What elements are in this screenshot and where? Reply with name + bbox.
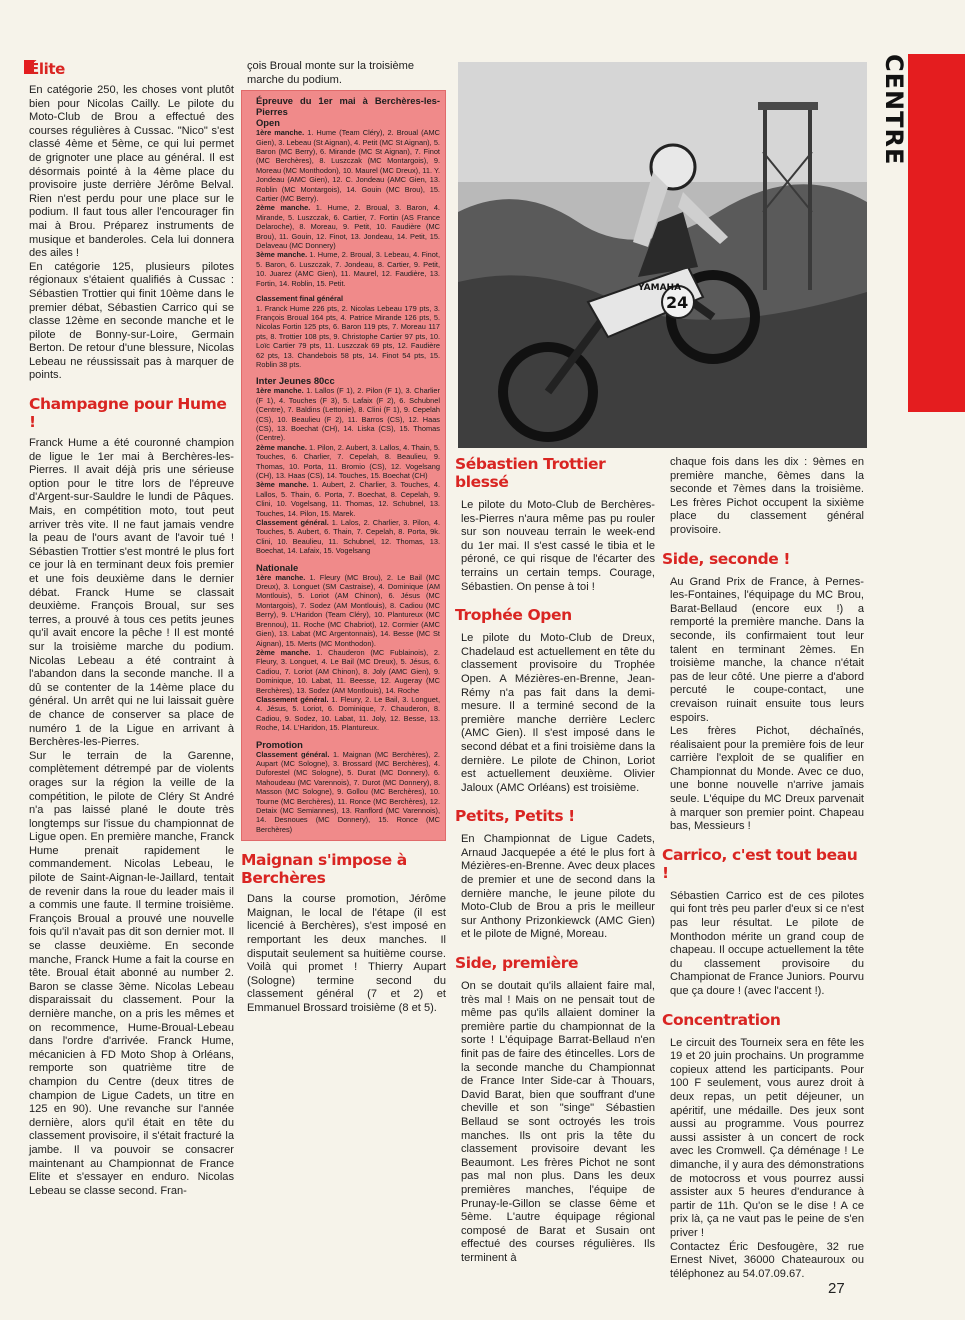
results-line-label: 2ème manche. bbox=[256, 203, 311, 213]
trophee-heading: Trophée Open bbox=[455, 606, 572, 625]
results-line bbox=[256, 443, 440, 481]
results-line bbox=[256, 695, 440, 733]
results-line bbox=[256, 128, 440, 203]
results-line-text: 1. Fleury (MC Brou), 2. Le Bail (MC Dreux), 3. Longuet (SM Castraise), 4. Dominique (AM Montlouis), 5. Loriot (AM Chinon), 6. Jésus (MC Montargois), 7. Sodez (AM Montlouis), 8. Cadiou (MC Berry), 9. L'Haridon (Team Cléry), 10. Plantureux (MC Brennou), 11. Roche (MC Chabriot), 12. Cormier (AMC Gien), 13. Labat (MC Argentonnais), 14. Besse (MC St Aignan), 15. Merts (MC Monthodon). bbox=[256, 572, 440, 648]
elite-body bbox=[29, 84, 234, 383]
results-line-label: 1ère manche. bbox=[256, 572, 306, 582]
section-tab bbox=[908, 54, 965, 412]
trophee-body bbox=[455, 632, 655, 795]
results-line-text: 1. Aubert, 2. Charlier, 3. Touches, 4. Lallos, 5. Thain, 6. Porta, 7. Boechat, 8. Cepelah, 9. Clini, 10. Vogelsang, 11. Thomas, 12. Schubnel, 13. Touches, 14. Pilon, 15. Marek. bbox=[256, 480, 440, 518]
results-line-label: 3ème manche. bbox=[256, 480, 309, 490]
motocross-jump-icon bbox=[458, 62, 867, 448]
trottier-body bbox=[455, 499, 655, 594]
results-line bbox=[256, 480, 440, 518]
results-section-title: Nationale bbox=[256, 561, 299, 573]
results-sections bbox=[256, 117, 440, 834]
results-section-title: Inter Jeunes 80cc bbox=[256, 375, 335, 387]
results-line bbox=[256, 573, 440, 648]
results-line-text: 1. Chauderon (MC Fublainois), 2. Fleury, 3. Longuet, 4. Le Bail (MC Dreux), 5. Jésus, 6. Cadiou, 7. Loriot (AM Chinon), 8. Joly (AMC Gien), 9. Dominique, 10. Labat, 11. Beesse, 12. Augeray (MC Berchères), 13. Sodez (AM Montlouis), 14. Roche bbox=[256, 647, 440, 695]
concentration-body bbox=[662, 1037, 864, 1282]
side-seconde-body bbox=[662, 576, 864, 834]
results-line-text: 1. Fleury, 2. Le Bail, 3. Longuet, 4. Jésus, 5. Loriot, 6. Dominique, 7. Chauderon, 8. Cadiou, 9. Sodez, 10. Labat, 11. Joly, 12. Besse, 13. Roche, 14. L'Haridon, 15. Plantureux. bbox=[256, 694, 440, 733]
maignan-heading: Maignan s'impose à Berchères bbox=[241, 851, 407, 888]
results-box-title: Épreuve du 1er mai à Berchères-les-Pierres bbox=[256, 95, 440, 118]
results-line-label: 2ème manche. bbox=[256, 442, 307, 452]
results-line-text: 1. Maignan (MC Berchères), 2. Aupart (MC Sologne), 3. Brossard (MC Berchères), 4. Duforestel (MC Sologne), 5. Durat (MC Donnery), 6. Mahoudeau (MC Varennois), 7. Durot (MC Donnery), 8. Masson (MC Sologne), 9. Gollou (MC Berchères), 10. Tourne (MC Berchères), 11. Ronce (MC Berchères), 12. Detaix (MC Semiannes), 13. Ranflord (MC Varennois), 14. Desnoues (MC Donnery), 15. Ronce (MC Berchères) bbox=[256, 749, 440, 834]
paragraph: Dans la course promotion, Jérôme Maignan, le local de l'étape (il est licencié à Berchères), s'est imposé en remportant les deux manches. Il disputait seulement sa huitième course. Voilà qui promet ! Thierry Aupart (Sologne) termine second du classement général (7 et 2) et Emmanuel Brossard troisième (8 et 5). bbox=[247, 893, 446, 1014]
paragraph: Le circuit des Tourneix sera en fête les 19 et 20 juin prochains. Un programme copieux attend les participants. Pour 100 F seulement, vous aurez droit à deux repas, un petit déjeuner, un apéritif, une médaille. Des jeux sont aussi au programme. Vous pourrez aussi assister à un concert de rock avec les Cromwell. Ça déménage ! Le dimanche, il y aura des démonstrations de motocross et vous pourrez aussi assister aux 5 heures d'endurance à partir de 11h. Qu'on se le dise ! A ce prix là, ça ne vaut pas le peine de s'en priver ! bbox=[670, 1036, 864, 1239]
results-line-label: Classement général. bbox=[256, 694, 329, 704]
column-1 bbox=[29, 60, 234, 1198]
carrico-body bbox=[662, 890, 864, 999]
champagne-body bbox=[29, 437, 234, 1198]
results-line-text: 1. Lalos, 2. Charlier, 3. Pilon, 4. Touches, 5. Aubert, 6. Thain, 7. Cepelah, 8. Porta, 9k. Clini, 10. Beaulieu, 11. Schubnel, 12. Thomas, 13. Boechat, 14. Lafaix, 15. Vogelsang bbox=[256, 518, 440, 556]
concentration-heading: Concentration bbox=[662, 1010, 781, 1029]
paragraph: Les frères Pichot, déchaînés, réalisaient pour la première fois de leur carrière l'exploit de se qualifier en Championnat du Monde. Avec ce duo, une bonne nouvelle n'arrive jamais seule. L'équipe du MC Dreux parvenait à marquer son premier point. Chapeau bas, Messieurs ! bbox=[670, 725, 864, 833]
motocross-photo bbox=[458, 62, 867, 448]
results-line-text: 1. Pilon, 2. Aubert, 3. Lallos, 4. Thain, 5. Touches, 6. Charlier, 7. Cepelah, 8. Beaulieu, 9. Thomas, 10. Porta, 11. Bromio (CS), 12. Vogelsang (CH), 13. Haas (CS), 14. Touches, 15. Boechat (CH) bbox=[256, 442, 440, 480]
col2-intro: çois Broual monte sur la troisième marche du podium. bbox=[247, 60, 415, 86]
results-line-label: Classement général. bbox=[256, 518, 329, 528]
bike-number: 24 bbox=[666, 293, 689, 312]
results-line bbox=[256, 304, 440, 370]
petits-body bbox=[455, 833, 655, 942]
side-seconde-heading: Side, seconde ! bbox=[662, 549, 791, 568]
page-number: 27 bbox=[828, 1280, 845, 1297]
results-line-label: Classement général. bbox=[256, 749, 330, 759]
col4-intro: chaque fois dans les dix : 9èmes en première manche, 6èmes dans la seconde et 7èmes dans la troisième. Les frères Pichot occupent la sixième place du classement général provisoire. bbox=[670, 456, 864, 536]
column-4 bbox=[662, 456, 864, 1281]
elite-heading: Élite bbox=[29, 60, 65, 78]
paragraph: En Championnat de Ligue Cadets, Arnaud Jacquepée a été le plus fort à Mézières-en-Brenne. Avec deux places de premier et une de second dans la dernière manche, le jeune pilote du Moto-Club de Brou a pris le meilleur sur Anthony Prizonkiewck (AMC Gien) et le pilote de Migné, Moreau. bbox=[461, 833, 655, 941]
side-premiere-heading: Side, première bbox=[455, 954, 579, 973]
results-line bbox=[256, 294, 440, 303]
results-line-label: Classement final général bbox=[256, 294, 344, 304]
results-line-label: 1ère manche. bbox=[256, 128, 305, 138]
paragraph: En catégorie 125, plusieurs pilotes régionaux s'étaient qualifiés à Cussac : Sébastien Trottier qui finit 10ème dans le premier débat, Sébastien Carrico qui se classe 12ème en seconde manche et le pilote de Bonny-sur-Loire, Germain Berton. De retour d'une blessure, Nicolas Lebeau ne réussissait pas à marquer de points. bbox=[29, 260, 234, 382]
results-line-text: 1. Franck Hume 226 pts, 2. Nicolas Lebeau 179 pts, 3. François Broual 164 pts, 4. Patrice Mirande 126 pts, 5. Nicolas Fortin 125 pts, 6. Baron 119 pts, 7. Moreau 117 pts, 8. Trottier 108 pts, 9. Christophe Cartier 97 pts, 10. Loïc Cartier 79 pts, 11. Luszczak 69 pts, 12. Faudière 62 pts, 13. Chandebois 58 pts, 14. Finot 54 pts, 15. Roblin 38 pts. bbox=[256, 303, 440, 369]
maignan-body bbox=[241, 893, 446, 1015]
results-line-label: 2ème manche. bbox=[256, 647, 311, 657]
results-section-title: Promotion bbox=[256, 738, 303, 750]
results-line bbox=[256, 648, 440, 695]
results-line-text: 1. Lallos (F 1), 2. Pilon (F 1), 3. Charlier (F 1), 4. Touches (F 3), 5. Lafaix (F 2), 6. Schubnel (Centre), 7. Baldins (Lettonie), 8. Clini (F 1), 9. Cepelah (CS), 10. Beaulieu (F 2), 11. Barros (CS), 12. Haas (CS), 13. Boechat (CH), 14. Liska (CS), 15. Thomas (Centre). bbox=[256, 386, 440, 443]
results-line bbox=[256, 386, 440, 442]
petits-heading: Petits, Petits ! bbox=[455, 807, 575, 826]
results-line-text: 1. Hume, 2. Broual, 3. Baron, 4. Mirande, 5. Luszczak, 6. Cartier, 7. Fortin (AS France Delaroche), 8. Moreau, 9. Petit, 10. Faudière (MC Brou), 11. Gouin, 12. Finot, 13. Jondeau, 14. Petit, 15. Delaveau (MC Donnery) bbox=[256, 203, 440, 251]
paragraph: On se doutait qu'ils allaient faire mal, très mal ! Mais on ne pensait tout de même pas qu'ils allaient dominer la première partie du championnat de la sorte ! L'équipage Barrat-Bellaud n'en finit pas de faire des étincelles. Lors de la seconde manche du Championnat de France Inter Side-car à Thouars, David Barat, bien que souffrant d'une cheville et son "singe" Sébastien Bellaud se sont octroyés les trois manches. Ils ont pris la tête du classement provisoire devant les Beaumont. Les frères Pichot ne sont pas mal non plus. Dans les deux premières manches, l'équipe de Prunay-le-Gillon se classe 6ème et 5ème. L'autre équipage régional composé de Barat et Susain ont effectué des courses régulières. Ils terminent à bbox=[461, 980, 655, 1264]
side-premiere-body bbox=[455, 980, 655, 1265]
results-line bbox=[256, 250, 440, 288]
bike-brand: YAMAHA bbox=[638, 283, 682, 293]
paragraph: Franck Hume a été couronné champion de ligue le 1er mai à Berchères-les-Pierres. Il avait déjà pris une sérieuse option pour le titre lors de l'épreuve d'Argent-sur-Sauldre le lundi de Pâques. Mais, en compétition moto, tout peut arriver très vite. Il ne faut jamais vendre la peau de l'ours avant de l'avoir tué ! Sébastien Trottier s'est montré le plus fort ce jour là en terminant deux fois premier et une fois deuxième dans le dernier débat. Franck Hume se classait deuxième. François Broual, sur ses terres, a prouvé à tous ces petits jeunes qu'il avait encore la pêche ! Il est monté sur la troisième marche du podium. Nicolas Lebeau a été contraint à l'abandon dans la seconde manche. Il a dû se contenter de la 14ème place du général. Un arrêt qui ne lui laissait guère de chance de conserver sa place de numéro 1 de la Ligue en arrivant à Berchères-les-Pierres. bbox=[29, 437, 234, 749]
paragraph: En catégorie 250, les choses vont plutôt bien pour Nicolas Cailly. Le pilote du Moto-Club de Brou a effectué des courses régulières à Cussac. "Nico" s'est classé 4ème et 5ème, ce qui lui permet de grignoter une place au général. Il est désormais pointé à la 4ème place du provisoire juste derrière Jérôme Belval. Rien n'est perdu pour une place sur le podium. Il faut tous aller l'encourager fin mai à Brou. Préparez instruments de musique et banderoles. Cela lui donnera des ailes ! bbox=[29, 84, 234, 260]
results-line-text: 1. Hume, 2. Broual, 3. Lebeau, 4. Finot, 5. Baron, 6. Luszczak, 7. Jondeau, 8. Cartier, 9. Petit, 10. Juarez (AMC Gien), 11. Maurel, 12. Faudière, 13. Fortin, 14. Roblin, 15. Petit. bbox=[256, 250, 440, 288]
paragraph: Sur le terrain de la Garenne, complètement détrempé par de violents orages sur la région la veille de la compétition, le pilote de Cléry St André n'a pas laissé plané le doute très longtemps sur l'issue du championnat de Ligue open. En première manche, Franck Hume prenait rapidement le commandement. Nicolas Lebeau, le pilote de Saint-Aignan-le-Jaillard, tentait de revenir dans la roue du leader mais il a commis une faute. Il termine troisième. François Broual a prouvé une nouvelle fois qu'il n'avait pas dit son dernier mot. Il se classe deuxième. En seconde manche, Franck Hume a fait la course en tête. Broual était abonné au number 2. Baron se classe 3ème. Nicolas Lebeau disparaissait du classement. Pour la dernière manche, on a pris les mêmes et on recommence, Hume-Broual-Lebeau dans l'ordre d'arrivée. Franck Hume, mécanicien à FD Moto Shop à Orléans, remporte son quatrième titre de champion du Centre (deux titres de champion de Ligue Cadets, un titre en 125 en 90). Une revanche sur l'année dernière, alors qu'il était en tête du classement provisoire, il s'était fracturé la jambe. Il va pouvoir se consacrer maintenant au Championnat de France Elite et s'essayer en enduro. Nicolas Lebeau se classe second. Fran- bbox=[29, 749, 234, 1197]
section-label: CENTRE bbox=[880, 54, 908, 166]
paragraph: Le pilote du Moto-Club de Dreux, Chadelaud est actuellement en tête du classement provisoire du Trophée Open. A Mézières-en-Brenne, Jean-Rémy n'a pas fait dans la demi-mesure. Il a terminé second de la première manche derrière Leclerc (AMC Gien). Il s'est imposé dans le second débat et a fini troisième dans la dernière. Le pilote de Chinon, Loriot est actuellement deuxième. Olivier Jaloux (AMC Orléans) est troisième. bbox=[461, 632, 655, 794]
paragraph: Contactez Éric Desfougère, 32 rue Ernest Nivet, 36000 Chateauroux ou téléphonez au 54.07.09.67. bbox=[670, 1240, 864, 1280]
results-section-title: Open bbox=[256, 117, 280, 129]
results-box bbox=[241, 90, 446, 841]
results-line bbox=[256, 518, 440, 556]
results-line-label: 3ème manche. bbox=[256, 250, 308, 260]
column-3 bbox=[455, 455, 655, 1266]
results-line bbox=[256, 203, 440, 250]
results-line-text: 1. Hume (Team Cléry), 2. Broual (AMC Gien), 3. Lebeau (St Aignan), 4. Petit (MC St Aignan), 5. Baron (MC Berry), 6. Mirande (MC St Aignan), 7. Finot (MC Berchères), 8. Luszczak (MC Montargois), 9. Moreau (MC Monthodon), 10. Maurel (MC Dreux), 11. Y. Jondeau (AMC Gien), 12. C. Jondeau (AMC Gien, 13. Roblin (MC Montargois), 14. Gouin (MC Brou), 15. Cartier (MC Berry). bbox=[256, 128, 440, 204]
results-line bbox=[256, 750, 440, 835]
paragraph: Au Grand Prix de France, à Pernes-les-Fontaines, l'équipage du MC Brou, Barat-Bellaud (encore eux !) a remporté la première manche. Dans la seconde, ils confirmaient tout leur talent en terminant 2èmes. En troisième manche, la chance n'était pas de leur côté. Une pierre a d'abord percuté le coupe-contact, une crevaison ruinait ensuite tous leurs espoirs. bbox=[670, 575, 864, 724]
paragraph: Sébastien Carrico est de ces pilotes qui font très peu parler d'eux si ce n'est pas leur résultat. Le pilote de Monthodon mérite un grand coup de chapeau. Il occupe actuellement la tête du classement provisoire du Championat de France Juniors. Pourvu que ça doure ! (avec l'accent !). bbox=[670, 889, 864, 997]
champagne-heading: Champagne pour Hume ! bbox=[29, 395, 227, 432]
paragraph: Le pilote du Moto-Club de Berchères-les-Pierres n'aura même pas pu rouler sur son nouveau terrain le week-end du 1er mai. Il s'est cassé le tibia et le péroné, ce qui risque de l'écarter des terrains un certain temps. Courage, Sébastien. On pense à toi ! bbox=[461, 499, 655, 593]
column-2 bbox=[241, 60, 446, 1016]
trottier-heading: Sébastien Trottier blessé bbox=[455, 455, 606, 491]
results-line-label: 1ère manche. bbox=[256, 386, 304, 396]
carrico-heading: Carrico, c'est tout beau ! bbox=[662, 845, 858, 882]
